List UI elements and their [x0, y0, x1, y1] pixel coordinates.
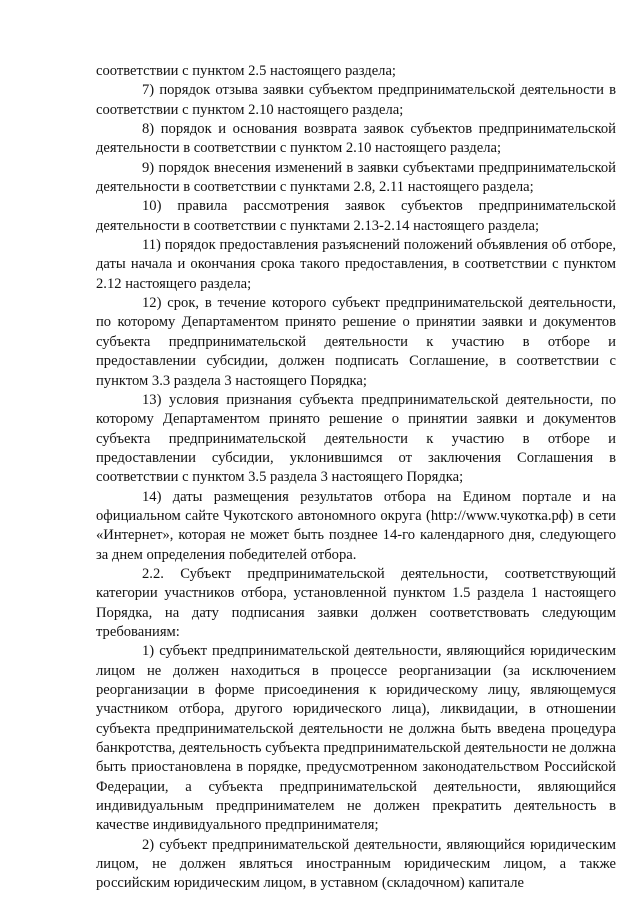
paragraph-item-9: 9) порядок внесения изменений в заявки субъектами предпринимательской деятельности в соответствии с пунктами 2.8, 2.11 настоящего раздела;: [96, 159, 616, 196]
paragraph-item-12: 12) срок, в течение которого субъект предпринимательской деятельности, по которому Департаментом принято решение о принятии заявки и документов субъекта предпринимательской деятельности к участию в отборе и предоставлении субсидии, должен подписать Соглашение, в соответствии с пунктом 3.3 раздела 3 настоящего Порядка;: [96, 295, 616, 389]
paragraph-item-10: 10) правила рассмотрения заявок субъектов предпринимательской деятельности в соответствии с пунктами 2.13-2.14 настоящего раздела;: [96, 198, 616, 234]
paragraph-item-13: 13) условия признания субъекта предпринимательской деятельности, по которому Департаментом принято решение о принятии заявки и документов субъекта предпринимательской деятельности к участию в отборе и предоставлении субсидии, уклонившимся от заключения Соглашения в соответствии с пунктом 3.5 раздела 3 настоящего Порядка;: [96, 391, 616, 486]
document-body: [96, 62, 616, 894]
paragraph-item-14: 14) даты размещения результатов отбора на Едином портале и на официальном сайте Чукотского автономного округа (http://www.чукотка.рф) в сети «Интернет», которая не может быть позднее 14-го календарного дня, следующего за днем определения победителей отбора.: [96, 488, 616, 563]
paragraph-requirement-1: 1) субъект предпринимательской деятельности, являющийся юридическим лицом не должен находиться в процессе реорганизации (за исключением реорганизации в форме присоединения к юридическому лицу, являющемуся участником отбора, другого юридического лица), ликвидации, в отношении субъекта предпринимательской деятельности не должна быть введена процедура банкротства, деятельность субъекта предпринимательской деятельности не должна быть приостановлена в порядке, предусмотренном законодательством Российской Федерации, а субъекта предпринимательской деятельности, являющийся индивидуальным предпринимателем не должен прекратить деятельность в качестве индивидуального предпринимателя;: [96, 643, 616, 834]
paragraph-item-7: 7) порядок отзыва заявки субъектом предпринимательской деятельности в соответствии с пунктом 2.10 настоящего раздела;: [96, 82, 616, 118]
paragraph-item-8: 8) порядок и основания возврата заявок субъектов предпринимательской деятельности в соответствии с пунктом 2.10 настоящего раздела;: [96, 121, 616, 157]
paragraph-section-2-2: 2.2. Субъект предпринимательской деятельности, соответствующий категории участников отбора, установленной пунктом 1.5 раздела 1 настоящего Порядка, на дату подписания заявки должен соответствовать следующим требованиям:: [96, 565, 616, 640]
paragraph-requirement-2: 2) субъект предпринимательской деятельности, являющийся юридическим лицом, не должен являться иностранным юридическим лицом, а также российским юридическим лицом, в уставном (складочном) капитале: [96, 836, 616, 892]
paragraph-continuation: соответствии с пунктом 2.5 настоящего раздела;: [96, 63, 396, 79]
paragraph-item-11: 11) порядок предоставления разъяснений положений объявления об отборе, даты начала и окончания срока такого предоставления, в соответствии с пунктом 2.12 настоящего раздела;: [96, 237, 616, 292]
